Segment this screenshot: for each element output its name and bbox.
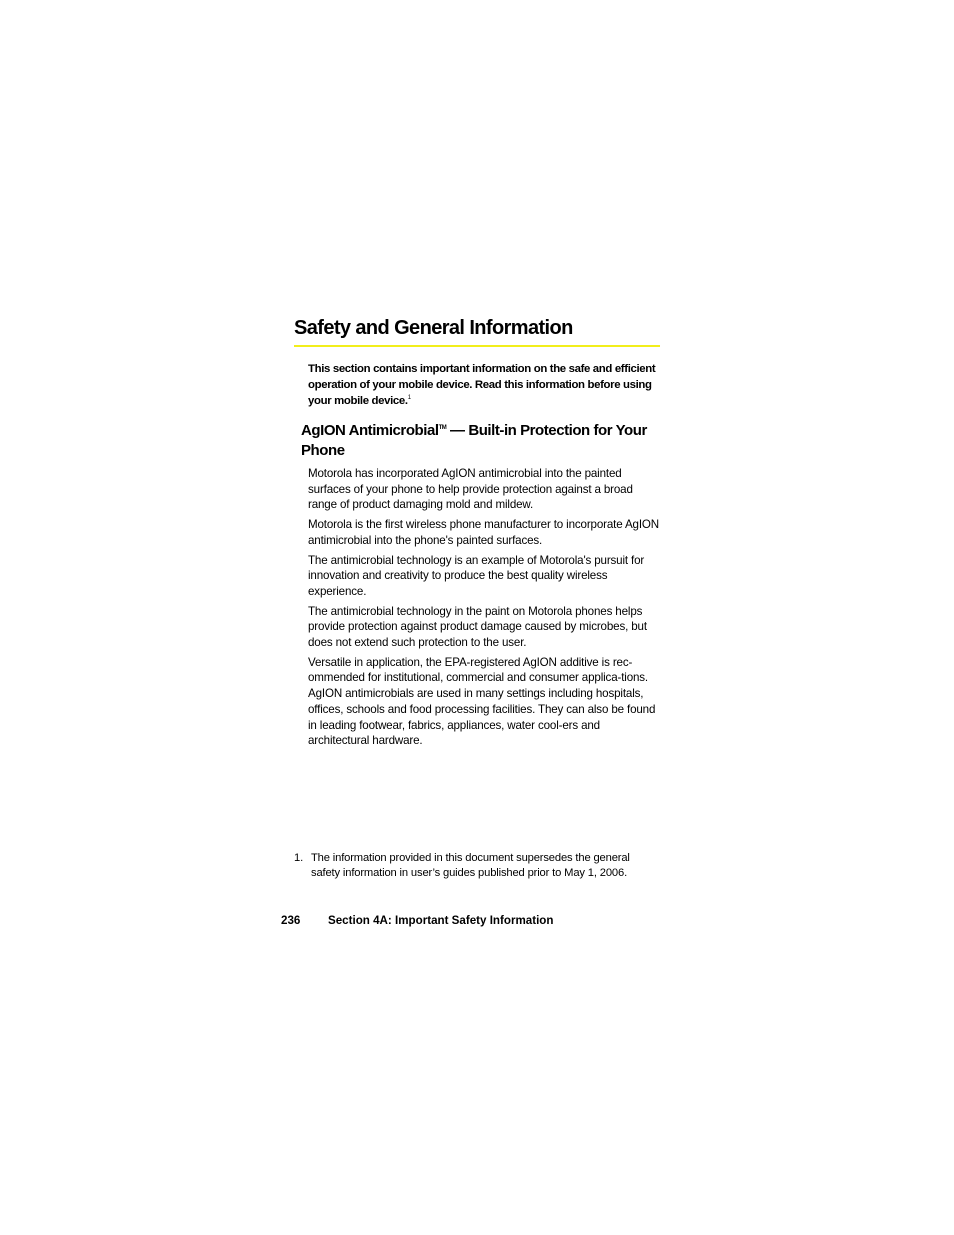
trademark-symbol: TM bbox=[438, 425, 447, 431]
body-paragraph: Versatile in application, the EPA-registered AgION additive is rec-ommended for institutional, commercial and consumer applica-tions. AgION antimicrobials are used in many settings including hospitals, offices, schools and food processing facilities. They can also be found in leading footwear, fabrics, appliances, water cool-ers and architectural hardware. bbox=[308, 655, 656, 748]
section-heading-part2: — Built-in Protection for Your Phone bbox=[301, 422, 647, 459]
page-footer bbox=[281, 913, 553, 928]
footnote-text: The information provided in this document supersedes the general safety information in user’s guides published prior to May 1, 2006. bbox=[311, 852, 630, 879]
footnote-number: 1. bbox=[294, 852, 304, 864]
footer-section-label: Section 4A: Important Safety Information bbox=[328, 914, 554, 927]
body-paragraph: The antimicrobial technology is an example of Motorola's pursuit for innovation and creativity to produce the best quality wireless experience. bbox=[308, 553, 645, 598]
section-heading bbox=[301, 421, 661, 461]
footnote-reference: 1 bbox=[407, 395, 411, 402]
section-body bbox=[308, 466, 662, 753]
intro-paragraph bbox=[308, 361, 660, 409]
body-paragraph: Motorola is the first wireless phone manufacturer to incorporate AgION antimicrobial into the phone's painted surfaces. bbox=[308, 518, 660, 547]
body-paragraph: The antimicrobial technology in the paint on Motorola phones helps provide protection against product damage caused by microbes, but does not extend such protection to the user. bbox=[308, 604, 647, 650]
footnote bbox=[294, 851, 654, 880]
body-paragraph: Motorola has incorporated AgION antimicrobial into the painted surfaces of your phone to help provide protection against a broad range of product damaging mold and mildew. bbox=[308, 467, 633, 512]
section-heading-part1: AgION Antimicrobial bbox=[301, 422, 439, 439]
page-title: Safety and General Information bbox=[294, 314, 660, 347]
intro-text: This section contains important information on the safe and efficient operation of your mobile device. Read this information before using your mobile device. bbox=[308, 363, 656, 407]
page-number: 236 bbox=[281, 914, 301, 927]
